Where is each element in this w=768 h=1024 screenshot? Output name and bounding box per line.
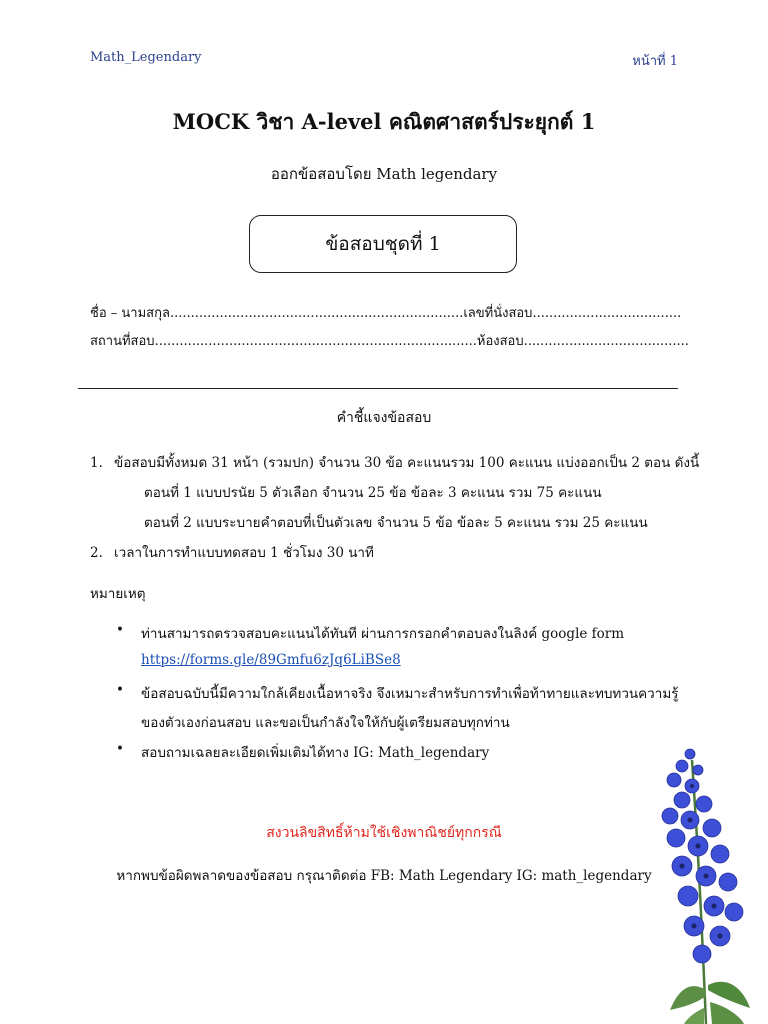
bullet-icon: • — [116, 682, 124, 698]
bullet-text: ท่านสามารถตรวจสอบคะแนนได้ทันที ผ่านการกรอกคำตอบลงในลิงค์ google form — [141, 626, 625, 642]
delphinium-flower-image — [630, 740, 768, 1024]
section-divider — [78, 388, 678, 389]
item-text: ข้อสอบมีทั้งหมด 31 หน้า (รวมปก) จำนวน 30 ข้อ คะแนนรวม 100 คะแนน แบ่งออกเป็น 2 ตอน ดังนี้ — [114, 455, 700, 471]
venue-label: สถานที่สอบ — [90, 334, 155, 349]
exam-subtitle: ออกข้อสอบโดย Math legendary — [270, 165, 498, 183]
bullet-text: ข้อสอบฉบับนี้มีความใกล้เคียงเนื้อหาจริง จึงเหมาะสำหรับการทำเพื่อท้าทายและทบทวนความรู้ — [141, 686, 679, 702]
header-author: Math_Legendary — [90, 50, 202, 65]
venue-blank[interactable]: .............................................................................. — [154, 334, 477, 349]
bullet-text: สอบถามเฉลยละเอียดเพิ่มเติมได้ทาง IG: Math_legendary — [141, 745, 490, 761]
item-text: ตอนที่ 2 แบบระบายคำตอบที่เป็นตัวเลข จำนวน 5 ข้อ ข้อละ 5 คะแนน รวม 25 คะแนน — [144, 515, 648, 531]
remark-label: หมายเหตุ — [90, 586, 146, 602]
instruction-subitem — [144, 481, 602, 503]
instructions-title: คำชี้แจงข้อสอบ — [336, 410, 432, 426]
bullet-icon: • — [116, 741, 124, 757]
bullet-icon: • — [116, 622, 124, 638]
item-text: เวลาในการทำแบบทดสอบ 1 ชั่วโมง 30 นาที — [114, 545, 374, 561]
instruction-subitem — [144, 511, 648, 533]
exam-set-box — [249, 215, 517, 273]
copyright-notice: สงวนลิขสิทธิ์ห้ามใช้เชิงพาณิชย์ทุกกรณี — [266, 825, 502, 841]
exam-set-label: ข้อสอบชุดที่ 1 — [325, 233, 441, 255]
item-number: 2. — [90, 545, 103, 561]
exam-title: MOCK วิชา A-level คณิตศาสตร์ประยุกต์ 1 — [172, 109, 596, 134]
room-blank[interactable]: ........................................ — [523, 334, 689, 349]
google-form-link[interactable]: https://forms.gle/89Gmfu6zJq6LiBSe8 — [141, 652, 401, 668]
name-blank[interactable]: ....................................................................... — [169, 306, 464, 321]
seat-blank[interactable]: .................................... — [532, 306, 682, 321]
item-number: 1. — [90, 455, 103, 471]
name-seat-row — [90, 302, 681, 323]
error-contact-note: หากพบข้อผิดพลาดของข้อสอบ กรุณาติดต่อ FB: Math Legendary IG: math_legendary — [116, 868, 652, 884]
bullet-text: ของตัวเองก่อนสอบ และขอเป็นกำลังใจให้กับผู้เตรียมสอบทุกท่าน — [141, 715, 510, 731]
instruction-item — [90, 451, 699, 473]
venue-room-row — [90, 330, 689, 351]
seat-label: เลขที่นั่งสอบ — [463, 306, 533, 321]
item-text: ตอนที่ 1 แบบปรนัย 5 ตัวเลือก จำนวน 25 ข้อ ข้อละ 3 คะแนน รวม 75 คะแนน — [144, 485, 602, 501]
instruction-item — [90, 541, 374, 563]
name-label: ชื่อ – นามสกุล — [90, 306, 170, 321]
room-label: ห้องสอบ — [476, 334, 524, 349]
page-number: หน้าที่ 1 — [632, 54, 678, 69]
